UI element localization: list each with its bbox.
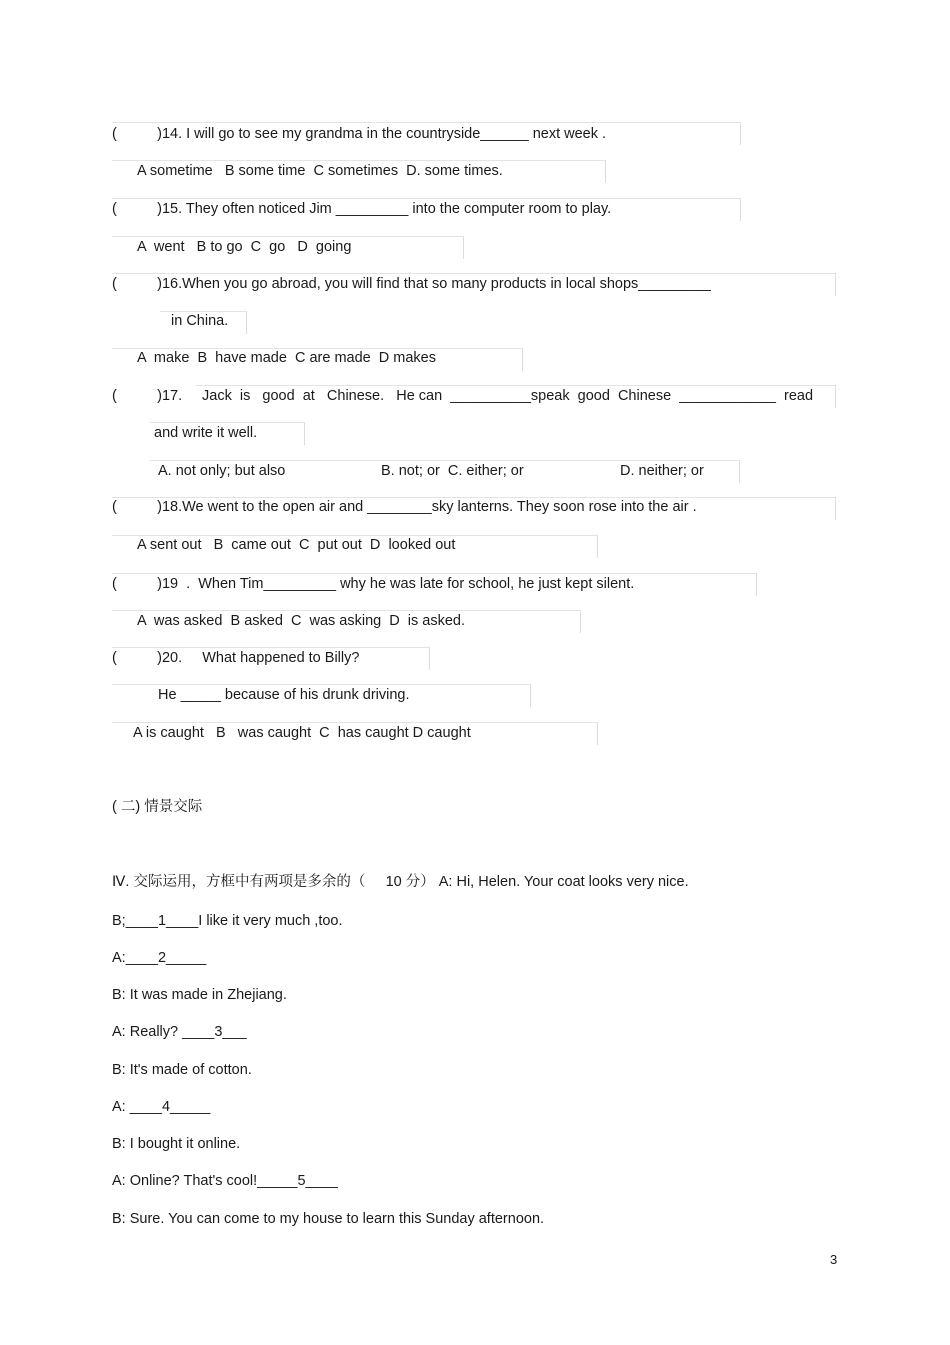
question-20-options: A is caught B was caught C has caught D caught <box>133 725 471 741</box>
section-intro: Ⅳ. 交际运用，方框中有两项是多余的（ 10 分） A: Hi, Helen. Your coat looks very nice. <box>112 874 689 890</box>
question-17-option-bc: B. not; or C. either; or <box>381 463 524 479</box>
dialogue-line: A: Online? That's cool!_____5____ <box>112 1173 338 1189</box>
page-number: 3 <box>830 1252 838 1267</box>
question-20: ( )20. What happened to Billy? <box>112 650 360 666</box>
dialogue-line: B: It's made of cotton. <box>112 1062 252 1078</box>
question-16-continuation: in China. <box>171 313 229 329</box>
question-17-option-d: D. neither; or <box>620 463 704 479</box>
question-14-options: A sometime B some time C sometimes D. some times. <box>137 163 503 179</box>
question-14: ( )14. I will go to see my grandma in the countryside______ next week . <box>112 126 607 142</box>
question-17-continuation: and write it well. <box>154 425 258 441</box>
question-20-line: He _____ because of his drunk driving. <box>158 687 410 703</box>
question-16-options: A make B have made C are made D makes <box>137 350 436 366</box>
question-19: ( )19 . When Tim_________ why he was late for school, he just kept silent. <box>112 576 635 592</box>
dialogue-line: B: It was made in Zhejiang. <box>112 987 287 1003</box>
question-16: ( )16.When you go abroad, you will find that so many products in local shops_________ <box>112 276 711 292</box>
dialogue-line: B: I bought it online. <box>112 1136 241 1152</box>
question-19-options: A was asked B asked C was asking D is asked. <box>137 613 466 629</box>
dialogue-line: A: ____4_____ <box>112 1099 211 1115</box>
question-15-options: A went B to go C go D going <box>137 239 352 255</box>
dialogue-line: B: Sure. You can come to my house to learn this Sunday afternoon. <box>112 1211 545 1227</box>
dialogue-line: A: Really? ____3___ <box>112 1024 247 1040</box>
question-18-options: A sent out B came out C put out D looked out <box>137 537 456 553</box>
question-17: Jack is good at Chinese. He can __________speak good Chinese ____________ read <box>202 388 814 404</box>
dialogue-line: B;____1____I like it very much ,too. <box>112 913 343 929</box>
question-17-option-a: A. not only; but also <box>158 463 286 479</box>
question-15: ( )15. They often noticed Jim _________ into the computer room to play. <box>112 201 612 217</box>
dialogue-line: A:____2_____ <box>112 950 207 966</box>
question-17-number: ( )17. <box>112 388 183 404</box>
section-heading: ( 二) 情景交际 <box>112 799 203 815</box>
question-18: ( )18.We went to the open air and ________sky lanterns. They soon rose into the air . <box>112 499 697 515</box>
